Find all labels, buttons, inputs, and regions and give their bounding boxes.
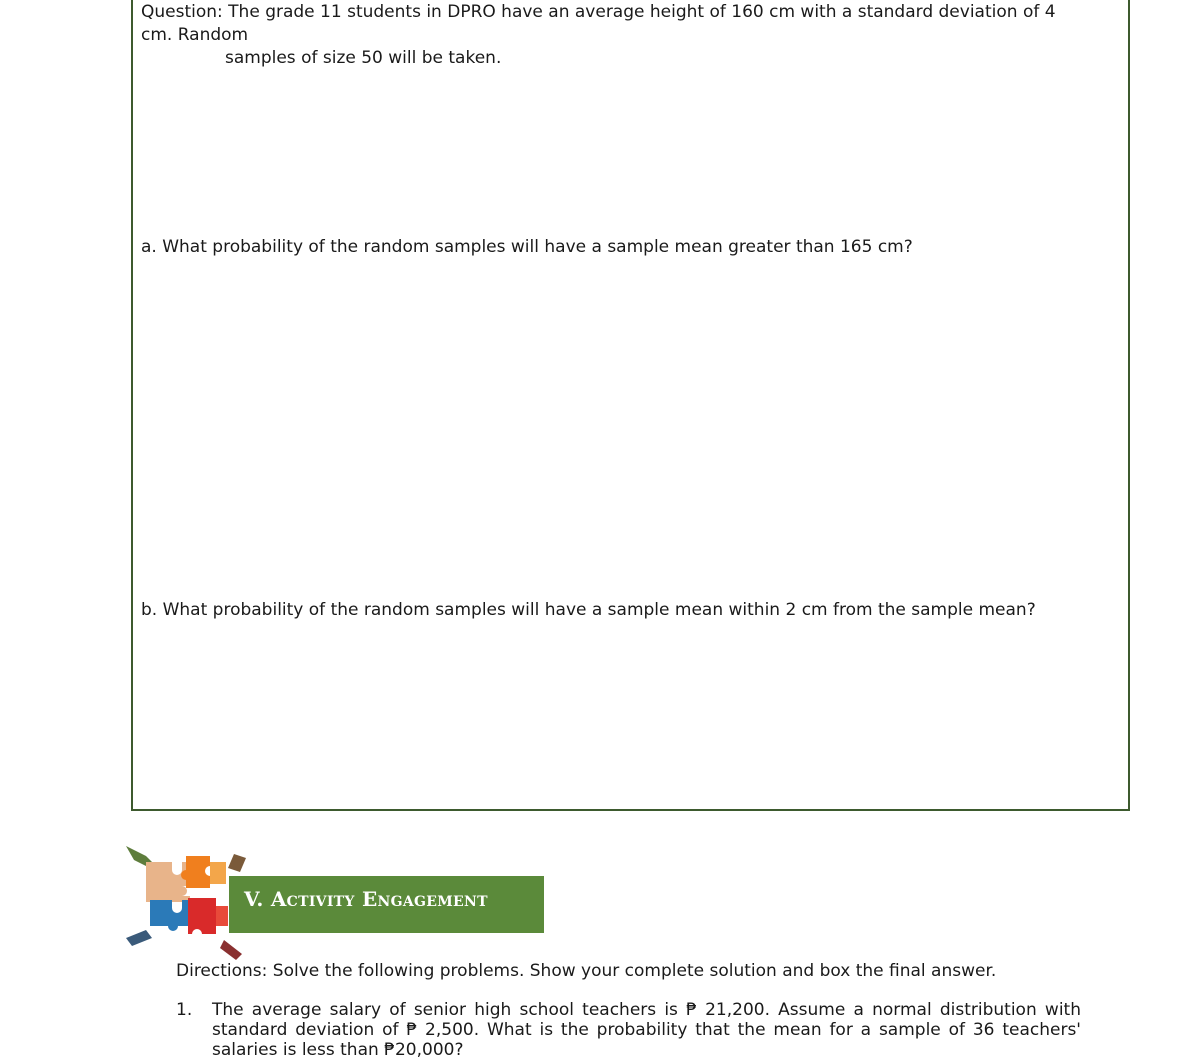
directions-text: Directions: Solve the following problems. Show your complete solution and box the final answer.	[176, 961, 997, 981]
question-part-a: a. What probability of the random samples will have a sample mean greater than 165 cm?	[141, 237, 913, 257]
section-title: V. Activity Engagement	[244, 887, 488, 911]
problem-item	[176, 1000, 1081, 1060]
question-answer-box	[131, 0, 1130, 811]
question-stem-line1: The grade 11 students in DPRO have an average height of 160 cm with a standard deviation of 4 cm. Random	[141, 2, 1056, 45]
question-stem	[141, 1, 1091, 70]
question-stem-line2: samples of size 50 will be taken.	[225, 48, 502, 68]
section-banner	[124, 842, 544, 960]
question-label: Question:	[141, 2, 223, 22]
problem-number: 1.	[176, 1000, 193, 1020]
problem-text: The average salary of senior high school teachers is ₱ 21,200. Assume a normal distribution with standard deviation of ₱ 2,500. What is the probability that the mean for a sample of 36 teachers' salaries is less than ₱20,000?	[212, 1000, 1081, 1060]
question-part-b: b. What probability of the random samples will have a sample mean within 2 cm from the sample mean?	[141, 600, 1036, 620]
